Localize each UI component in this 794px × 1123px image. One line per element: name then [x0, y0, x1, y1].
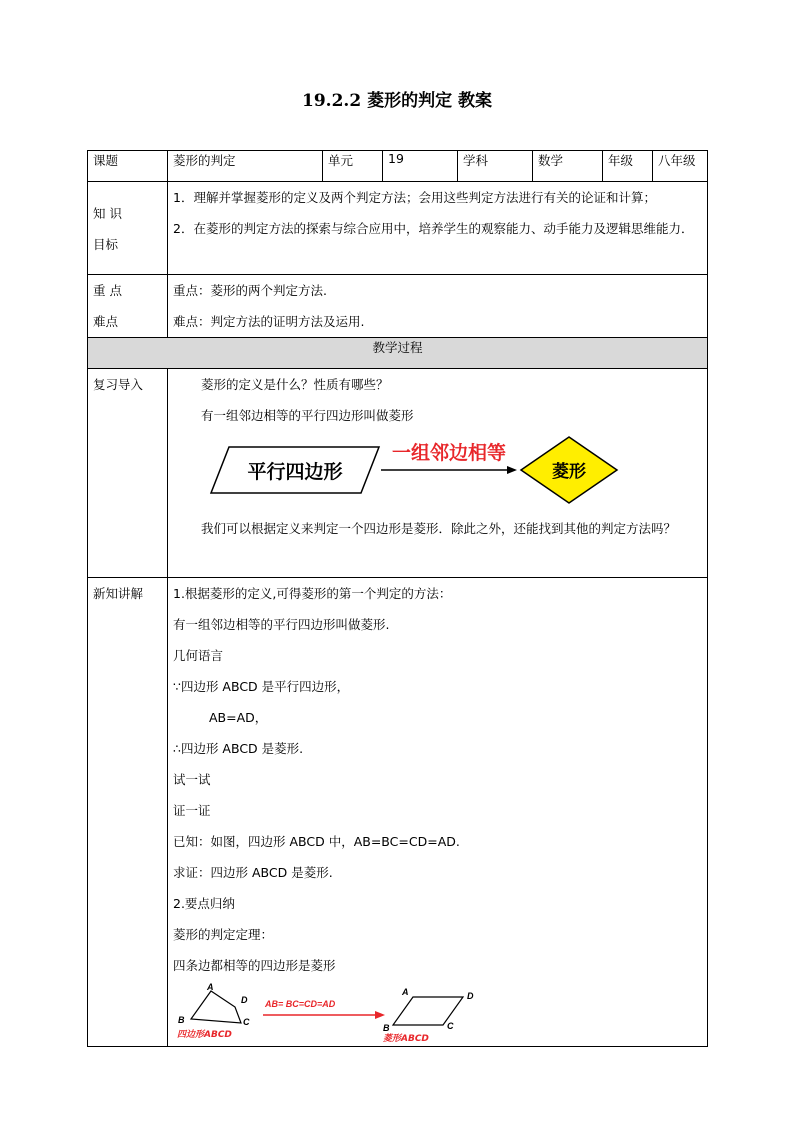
nk-line-1: 1.根据菱形的定义,可得菱形的第一个判定的方法：	[173, 586, 452, 601]
topic-key: 课题	[88, 151, 168, 182]
quad-label-c: C	[243, 1017, 250, 1027]
nk-line-10: 求证：四边形 ABCD 是菱形.	[173, 865, 333, 880]
rhombus-label-c: C	[447, 1021, 454, 1031]
nk-line-8: 证一证	[173, 803, 211, 818]
goals-label-1: 知 识	[93, 206, 122, 221]
nk-line-6: ∴四边形 ABCD 是菱形.	[173, 741, 304, 756]
rhombus-label-b: B	[383, 1023, 390, 1033]
quad-label-b: B	[178, 1015, 185, 1025]
goals-label	[88, 182, 168, 275]
review-paragraph: 我们可以根据定义来判定一个四边形是菱形．除此之外，还能找到其他的判定方法吗？	[201, 521, 677, 536]
nk-line-3: 几何语言	[173, 648, 224, 663]
goal-1: 1．理解并掌握菱形的定义及两个判定方法；会用这些判定方法进行有关的论证和计算；	[173, 190, 656, 205]
review-definition: 有一组邻边相等的平行四边形叫做菱形	[201, 408, 414, 423]
review-label: 复习导入	[88, 369, 168, 578]
process-title: 教学过程	[88, 338, 708, 369]
review-row	[88, 369, 708, 578]
grade-key: 年级	[603, 151, 653, 182]
nk-line-5: AB=AD，	[209, 710, 268, 725]
parallelogram-text: 平行四边形	[247, 461, 343, 483]
definition-diagram	[209, 435, 629, 505]
nk-line-12: 菱形的判定定理：	[173, 927, 274, 942]
nk-line-7: 试一试	[173, 772, 211, 787]
quad-label-d: D	[241, 995, 248, 1005]
rhombus-proof-figure	[173, 983, 493, 1043]
nk-line-2: 有一组邻边相等的平行四边形叫做菱形.	[173, 617, 390, 632]
subject-key: 学科	[458, 151, 533, 182]
new-knowledge-content	[168, 578, 708, 1047]
goal-2: 2．在菱形的判定方法的探索与综合应用中，培养学生的观察能力、动手能力及逻辑思维能力．	[173, 221, 694, 236]
goals-row	[88, 182, 708, 275]
proof-arrow-head	[375, 1011, 385, 1019]
keypoints-label-2: 难点	[93, 314, 119, 329]
new-knowledge-label: 新知讲解	[88, 578, 168, 1047]
diagram-arrow-head	[507, 466, 517, 474]
nk-line-4: ∵四边形 ABCD 是平行四边形，	[173, 679, 350, 694]
keypoints-label-1: 重 点	[93, 283, 122, 298]
header-row	[88, 151, 708, 182]
keypoints-label	[88, 275, 168, 338]
rhombus-label-a: A	[402, 987, 409, 997]
lesson-plan-table	[87, 150, 708, 1047]
keypoints-row	[88, 275, 708, 338]
goals-label-2: 目标	[93, 237, 119, 252]
quad-label-a: A	[207, 983, 214, 992]
quad-caption: 四边形ABCD	[177, 1030, 232, 1040]
nk-line-11: 2.要点归纳	[173, 896, 235, 911]
subject-value: 数学	[533, 151, 603, 182]
review-content	[168, 369, 708, 578]
proof-arrow-label: AB= BC=CD=AD	[265, 999, 336, 1009]
keypoint-2: 难点：判定方法的证明方法及运用.	[173, 314, 365, 329]
rhombus-caption: 菱形ABCD	[383, 1034, 429, 1043]
diagram-arrow-text: 一组邻边相等	[391, 442, 507, 464]
review-question: 菱形的定义是什么？性质有哪些？	[201, 377, 389, 392]
goals-content	[168, 182, 708, 275]
grade-value: 八年级	[653, 151, 708, 182]
keypoints-content	[168, 275, 708, 338]
keypoint-1: 重点：菱形的两个判定方法.	[173, 283, 327, 298]
rhombus-text: 菱形	[552, 462, 586, 482]
nk-line-9: 已知：如图，四边形 ABCD 中，AB=BC=CD=AD.	[173, 834, 460, 849]
process-band	[88, 338, 708, 369]
unit-value: 19	[383, 151, 458, 182]
quadrilateral-shape	[191, 991, 241, 1023]
new-knowledge-row	[88, 578, 708, 1047]
nk-line-13: 四条边都相等的四边形是菱形	[173, 958, 336, 973]
topic-value: 菱形的判定	[168, 151, 323, 182]
unit-key: 单元	[323, 151, 383, 182]
rhombus-label-d: D	[467, 991, 474, 1001]
document-title: 19.2.2 菱形的判定 教案	[302, 91, 492, 111]
